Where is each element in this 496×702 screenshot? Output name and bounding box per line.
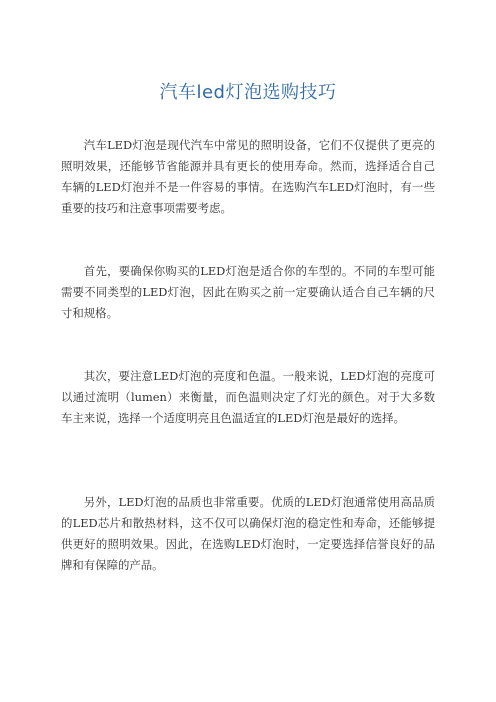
paragraph-vehicle-fit: 首先，要确保你购买的LED灯泡是适合你的车型的。不同的车型可能需要不同类型的LED灯泡，因此在购买之前一定要确认适合自己车辆的尺寸和规格。 [61,264,435,320]
paragraph-brightness: 其次，要注意LED灯泡的亮度和色温。一般来说，LED灯泡的亮度可以通过流明（lumen）来衡量，而色温则决定了灯光的颜色。对于大多数车主来说，选择一个适度明亮且色温适宜的LED灯泡是最好的选择。 [61,369,435,425]
paragraph-quality: 另外，LED灯泡的品质也非常重要。优质的LED灯泡通常使用高品质的LED芯片和散热材料，这不仅可以确保灯泡的稳定性和寿命，还能够提供更好的照明效果。因此，在选购LED灯泡时，一定要选择信誉良好的品牌和有保障的产品。 [61,495,435,572]
paragraph-intro: 汽车LED灯泡是现代汽车中常见的照明设备，它们不仅提供了更亮的照明效果，还能够节省能源并具有更长的使用寿命。然而，选择适合自己车辆的LED灯泡并不是一件容易的事情。在选购汽车LED灯泡时，有一些重要的技巧和注意事项需要考虑。 [61,138,435,215]
document-title: 汽车led灯泡选购技巧 [159,82,337,103]
